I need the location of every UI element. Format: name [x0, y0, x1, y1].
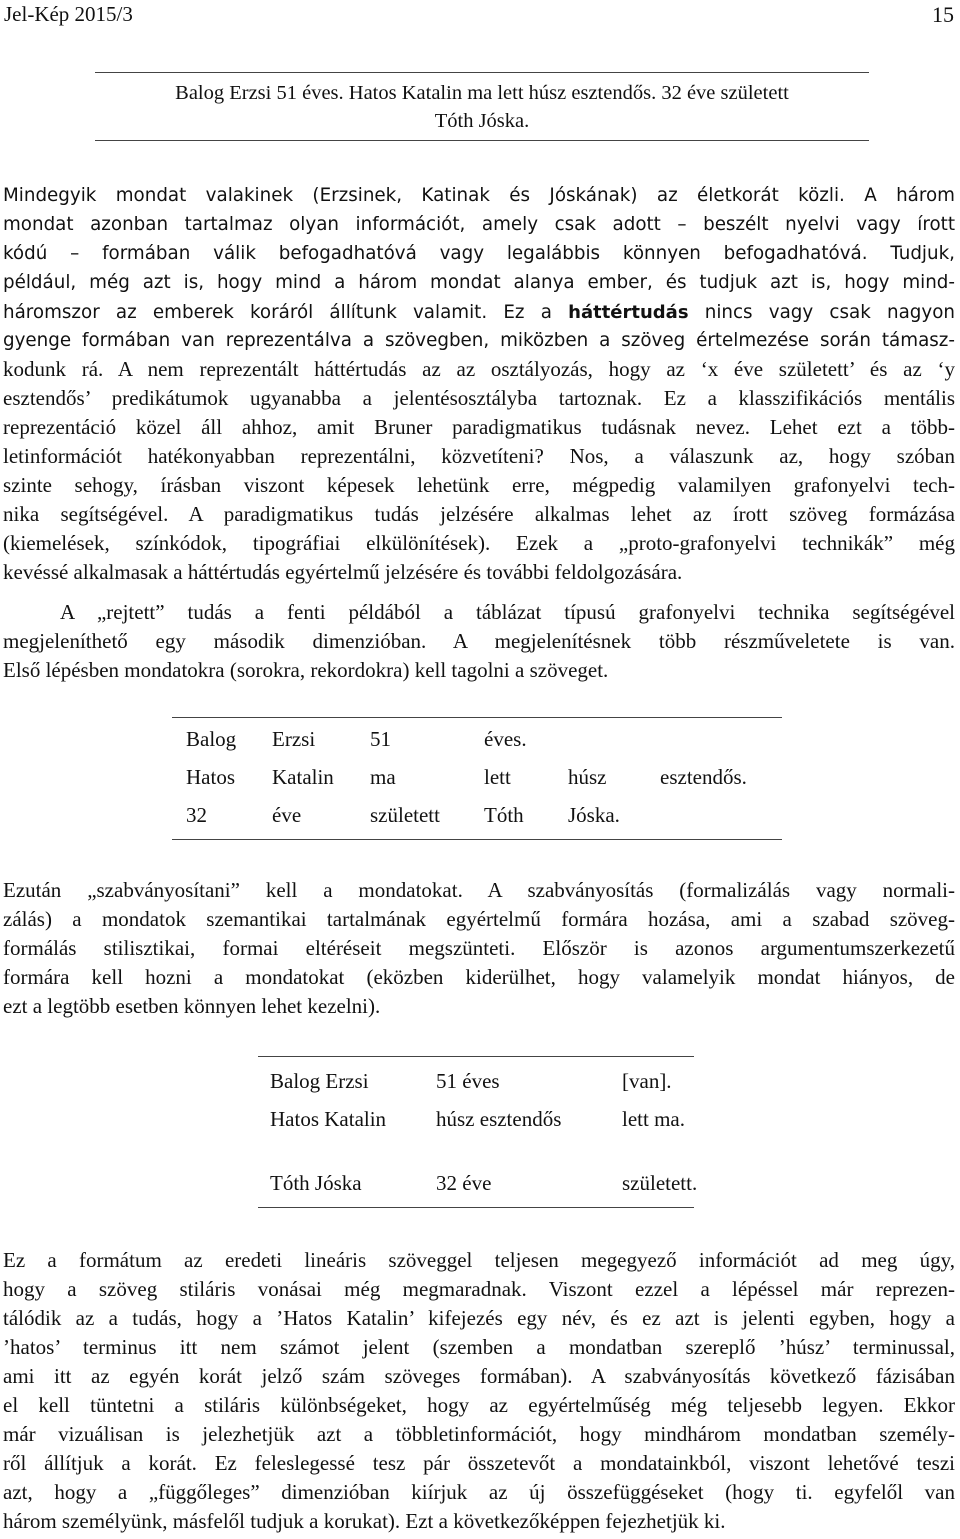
table-cell: 51 éves	[436, 1069, 500, 1093]
table-cell: Erzsi	[272, 727, 316, 751]
table-cell: Balog	[186, 727, 237, 751]
table-cell	[660, 727, 780, 765]
text-line: azt, hogy a „függőleges” dimenzióban kiírjuk az új összefüggéseket (hogy ti. egyfelől van	[3, 1480, 955, 1504]
text-line: el kell tüntetni a stiláris különbségeket, hogy az egyértelműség még teljesebb legyen. Ekkor	[3, 1393, 955, 1417]
text-line: zálás) a mondatok szemantikai tartalmának egyértelmű formára hozása, ami a szabad szöveg-	[3, 907, 955, 931]
text-span: nincs vagy csak nagyon	[688, 302, 955, 323]
text-line: hogy a szöveg stiláris vonásai még megmaradnak. Viszont ezzel a lépéssel már reprezen-	[3, 1277, 955, 1301]
table-row	[270, 1168, 746, 1206]
text-line: reprezentáció közel áll ahhoz, amit Bruner paradigmatikus tudásnak nevez. Lehet ezt a több-	[3, 415, 955, 439]
table-cell: 32	[186, 803, 207, 827]
table-cell: esztendős.	[660, 765, 747, 789]
table-cell: éve	[272, 803, 302, 827]
text-line: Mindegyik mondat valakinek (Erzsinek, Katinak és Jóskának) az életkorát közli. A három	[3, 185, 955, 206]
table-cell: Hatos	[186, 765, 235, 789]
table1-top-rule	[172, 717, 782, 718]
text-line: mondat azonban tartalmaz olyan információt, amely csak adott – beszélt nyelvi vagy írott	[3, 214, 955, 235]
table-cell: 51	[370, 727, 391, 751]
example-line-2: Tóth Jóska.	[434, 110, 530, 132]
table-cell: született.	[622, 1171, 698, 1195]
table-row	[270, 1066, 746, 1104]
table-cell: ma	[370, 765, 396, 789]
paragraph-3	[3, 876, 955, 1021]
text-line: Első lépésben mondatokra (sorokra, rekordokra) kell tagolni a szöveget.	[3, 658, 609, 682]
text-line: Ez a formátum az eredeti lineáris szöveggel teljesen megegyező információt ad meg úgy,	[3, 1248, 955, 1272]
text-line: ’hatos’ terminus itt nem számot jelent (szemben a mondatban szereplő ’húsz’ terminussal,	[3, 1335, 955, 1359]
text-line: már vizuálisan is jelezhetjük azt a többletinformációt, hogy mindhárom mondatban személy-	[3, 1422, 955, 1446]
text-line: kodunk rá. A nem reprezentált háttértudás az az osztályozás, hogy az ‘x éve született’ és az ‘y	[3, 357, 955, 381]
table-2	[270, 1066, 746, 1206]
table-cell: Katalin	[272, 765, 334, 789]
text-line: letinformációt hatékonyabban reprezentálni, közvetíteni? Nos, a válaszunk az, hogy szóban	[3, 444, 955, 468]
table-row	[186, 727, 780, 765]
example-line-1: Balog Erzsi 51 éves. Hatos Katalin ma lett húsz esztendős. 32 éve született	[175, 82, 789, 104]
text-line: például, még azt is, hogy mind a három mondat alanya ember, és tudjuk azt is, hogy mind-	[3, 272, 955, 293]
table-row	[270, 1104, 746, 1168]
text-line: formálás stilisztikai, formai eltéréseit megszünteti. Először is azonos argumentumszerkezetű	[3, 936, 955, 960]
text-line: szinte sehogy, írásban viszont képesek lehetünk erre, mégpedig valamilyen grafonyelvi tech-	[3, 473, 955, 497]
page-number: 15	[932, 2, 954, 27]
emphasis-term: háttértudás	[568, 302, 689, 323]
table-cell: [van].	[622, 1069, 672, 1093]
text-span: kódú – formában válik befogadhatóvá vagy legalábbis könnyen befogadhatóvá. Tudjuk,	[3, 243, 955, 264]
example-top-rule	[95, 72, 869, 73]
text-line	[3, 239, 955, 268]
table2-bottom-rule	[258, 1207, 694, 1208]
text-line: kevéssé alkalmasak a háttértudás egyértelmű jelzésére és további feldolgozására.	[3, 560, 683, 584]
table-row	[186, 765, 780, 803]
table-1	[186, 727, 780, 841]
table-cell: Tóth	[484, 803, 524, 827]
paragraph-2	[3, 598, 955, 685]
text-line: tálódik az a tudás, hogy a ’Hatos Katalin’ kifejezés egy név, és ez azt is jelenti egyben, hogy a	[3, 1306, 955, 1330]
text-line: ről állítjuk a korát. Ez feleslegessé tesz pár összetevőt a mondatainkból, viszont lehetővé teszi	[3, 1451, 955, 1475]
table2-top-rule	[258, 1056, 694, 1057]
table-row	[186, 803, 780, 841]
table-cell: lett	[484, 765, 511, 789]
table-cell: lett ma.	[622, 1107, 685, 1131]
paragraph-1	[3, 181, 955, 587]
text-line: gyenge formában van reprezentálva a szövegben, miközben a szöveg értelmezése során támasz-	[3, 330, 955, 351]
table-cell: Hatos Katalin	[270, 1107, 387, 1131]
text-line	[3, 297, 955, 326]
table-cell: 32 éve	[436, 1171, 492, 1195]
text-line: esztendős’ predikátumok ugyanabba a jelentésosztályba tartoznak. Ez a klasszifikációs mentális	[3, 386, 955, 410]
text-line: (kiemelések, színkódok, tipográfiai elkülönítések). Ezek a „proto-grafonyelvi technikák” még	[3, 531, 955, 555]
table-cell: húsz	[568, 765, 607, 789]
table-cell: húsz esztendős	[436, 1107, 562, 1131]
text-line: Ezután „szabványosítani” kell a mondatokat. A szabványosítás (formalizálás vagy normali-	[3, 878, 955, 902]
paragraph-4	[3, 1246, 955, 1536]
text-line: három személyünk, másfelől tudjuk a korukat). Ezt a következőképpen fejezhetjük ki.	[3, 1509, 726, 1533]
text-line: ami itt az egyén korát jelző szám szöveges formában). A szabványosítás következő fázisában	[3, 1364, 955, 1388]
text-line: formára kell hozni a mondatokat (eközben kiderülhet, hogy valamelyik mondat hiányos, de	[3, 965, 955, 989]
table-cell	[660, 803, 780, 841]
example-bottom-rule	[95, 140, 869, 141]
text-line: A „rejtett” tudás a fenti példából a táblázat típusú grafonyelvi technika segítségével	[60, 600, 955, 624]
journal-header: Jel-Kép 2015/3	[4, 2, 133, 26]
table-cell: Jóska.	[568, 803, 620, 827]
text-line: ezt a legtöbb esetben könnyen lehet kezelni).	[3, 994, 381, 1018]
table-cell: Balog Erzsi	[270, 1069, 369, 1093]
text-line: nika segítségével. A paradigmatikus tudás jelzésére alkalmas lehet az írott szöveg formázása	[3, 502, 955, 526]
table-cell	[568, 727, 660, 765]
text-span: háromszor az emberek koráról állítunk valamit. Ez a	[3, 302, 569, 323]
table-cell: Tóth Jóska	[270, 1171, 362, 1195]
text-line: megjeleníthető egy második dimenzióban. A megjelenítésnek több részműveletete is van.	[3, 629, 955, 653]
table-cell: éves.	[484, 727, 527, 751]
table1-bottom-rule	[172, 839, 782, 840]
table-cell: született	[370, 803, 440, 827]
